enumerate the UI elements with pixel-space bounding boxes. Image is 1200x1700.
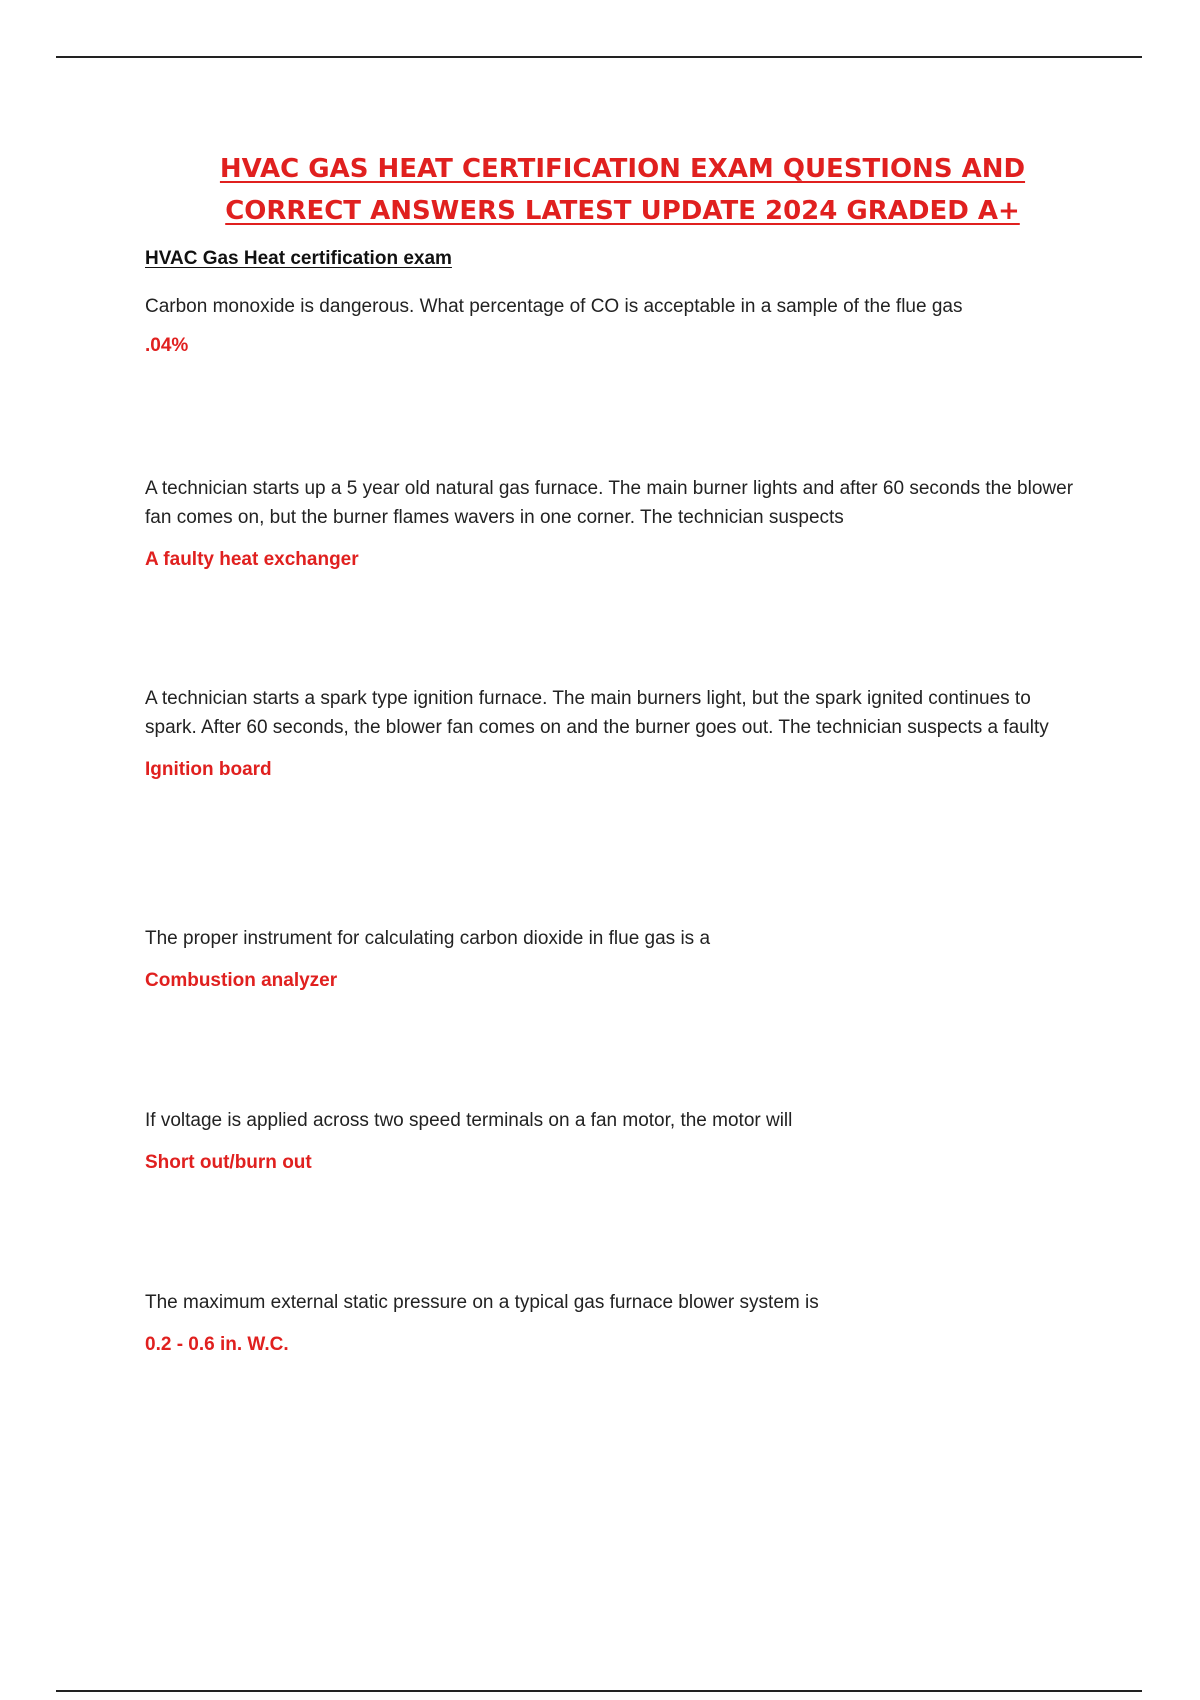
answer-text: Combustion analyzer [145,970,338,991]
question-text: If voltage is applied across two speed terminals on a fan motor, the motor will [145,1110,793,1131]
footer-rule [56,1690,1142,1692]
qa-item-2 [145,474,1080,571]
question-text: Carbon monoxide is dangerous. What percentage of CO is acceptable in a sample of the flue gas [145,296,963,317]
answer-text: Short out/burn out [145,1152,312,1173]
question-text: A technician starts up a 5 year old natural gas furnace. The main burner lights and after 60 seconds the blower fan comes on, but the burner flames wavers in one corner. The technician suspects [145,478,1074,528]
answer-text: Ignition board [145,759,272,780]
qa-item-6 [145,1288,1080,1356]
title-line-1: HVAC GAS HEAT CERTIFICATION EXAM QUESTIONS AND [219,154,1026,184]
section-heading: HVAC Gas Heat certification exam [145,248,452,269]
title-line-2: CORRECT ANSWERS LATEST UPDATE 2024 GRADED A+ [225,196,1020,226]
answer-text: 0.2 - 0.6 in. W.C. [145,1334,289,1355]
question-text: The proper instrument for calculating carbon dioxide in flue gas is a [145,928,711,949]
qa-item-5 [145,1106,1080,1174]
question-text: A technician starts a spark type ignition furnace. The main burners light, but the spark ignited continues to spark. After 60 seconds, the blower fan comes on and the burner goes out. The technician suspects a faulty [145,688,1049,738]
answer-text: .04% [145,335,189,356]
document-title [100,148,1145,232]
question-text: The maximum external static pressure on a typical gas furnace blower system is [145,1292,819,1313]
qa-item-4 [145,924,1080,992]
header-rule [56,56,1142,58]
answer-text: A faulty heat exchanger [145,549,359,570]
qa-item-1 [145,292,1080,357]
qa-item-3 [145,684,1080,781]
